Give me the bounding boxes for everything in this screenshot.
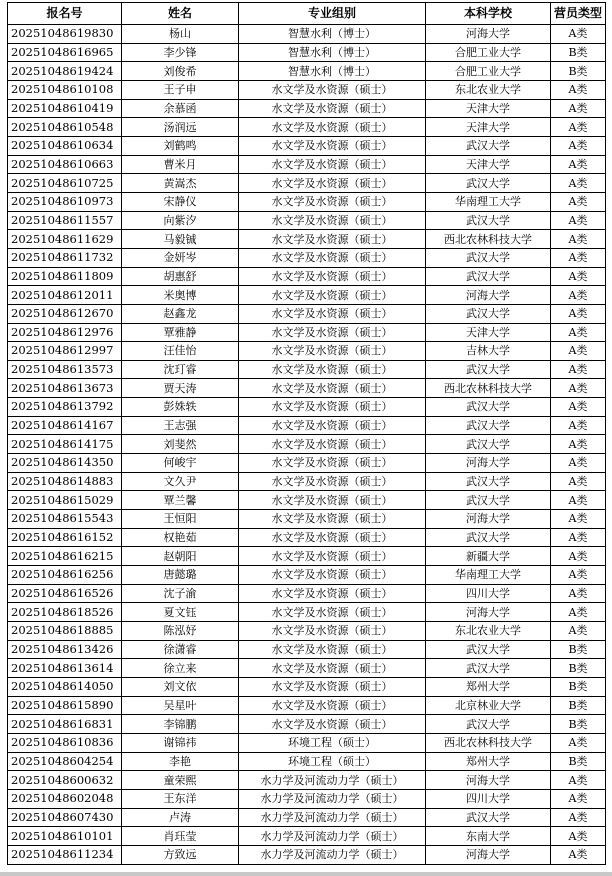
header-major: 专业组别 (239, 3, 426, 25)
cell-major: 水文学及水资源（硕士） (239, 696, 426, 715)
cell-major: 水文学及水资源（硕士） (239, 491, 426, 510)
table-row (8, 547, 606, 566)
table-row (8, 454, 606, 473)
cell-major: 水文学及水资源（硕士） (239, 267, 426, 286)
cell-name: 贾天涛 (122, 379, 239, 398)
cell-type: A类 (551, 248, 606, 267)
cell-id: 20251048614350 (8, 454, 122, 473)
cell-id: 20251048607430 (8, 808, 122, 827)
cell-type: B类 (551, 43, 606, 62)
cell-major: 水文学及水资源（硕士） (239, 640, 426, 659)
table-header (8, 3, 606, 25)
cell-id: 20251048613614 (8, 659, 122, 678)
table-row (8, 491, 606, 510)
cell-school: 天津大学 (426, 155, 551, 174)
cell-school: 武汉大学 (426, 416, 551, 435)
table-row (8, 192, 606, 211)
cell-major: 水文学及水资源（硕士） (239, 342, 426, 361)
cell-name: 马毅铖 (122, 230, 239, 249)
table-row (8, 845, 606, 864)
cell-name: 徐潇睿 (122, 640, 239, 659)
cell-id: 20251048618885 (8, 622, 122, 641)
cell-school: 河海大学 (426, 771, 551, 790)
cell-name: 肖珏莹 (122, 827, 239, 846)
cell-type: A类 (551, 192, 606, 211)
cell-id: 20251048616965 (8, 43, 122, 62)
cell-id: 20251048616152 (8, 528, 122, 547)
table-row (8, 174, 606, 193)
page-bottom-edge (0, 872, 612, 876)
table-row (8, 771, 606, 790)
cell-type: A类 (551, 528, 606, 547)
cell-major: 水文学及水资源（硕士） (239, 192, 426, 211)
cell-major: 水文学及水资源（硕士） (239, 454, 426, 473)
cell-school: 武汉大学 (426, 211, 551, 230)
table-row (8, 80, 606, 99)
cell-name: 童荣熙 (122, 771, 239, 790)
cell-major: 水力学及河流动力学（硕士） (239, 827, 426, 846)
cell-major: 水文学及水资源（硕士） (239, 659, 426, 678)
cell-major: 智慧水利（博士） (239, 43, 426, 62)
cell-id: 20251048613426 (8, 640, 122, 659)
cell-type: B类 (551, 659, 606, 678)
cell-id: 20251048616215 (8, 547, 122, 566)
cell-school: 武汉大学 (426, 808, 551, 827)
cell-school: 武汉大学 (426, 398, 551, 417)
cell-type: A类 (551, 435, 606, 454)
cell-type: A类 (551, 416, 606, 435)
cell-school: 东北农业大学 (426, 622, 551, 641)
header-row (8, 3, 606, 25)
cell-major: 水文学及水资源（硕士） (239, 510, 426, 529)
cell-major: 水文学及水资源（硕士） (239, 379, 426, 398)
table-row (8, 622, 606, 641)
cell-name: 曹米月 (122, 155, 239, 174)
cell-major: 水文学及水资源（硕士） (239, 715, 426, 734)
cell-id: 20251048610836 (8, 733, 122, 752)
cell-major: 环境工程（硕士） (239, 752, 426, 771)
cell-name: 赵鑫龙 (122, 304, 239, 323)
cell-type: A类 (551, 733, 606, 752)
cell-id: 20251048610973 (8, 192, 122, 211)
cell-name: 刘鹤鸣 (122, 136, 239, 155)
cell-name: 余慕函 (122, 99, 239, 118)
cell-name: 覃雅静 (122, 323, 239, 342)
cell-school: 天津大学 (426, 118, 551, 137)
table-row (8, 342, 606, 361)
cell-id: 20251048611629 (8, 230, 122, 249)
cell-id: 20251048619424 (8, 62, 122, 81)
cell-id: 20251048615543 (8, 510, 122, 529)
cell-school: 东南大学 (426, 827, 551, 846)
cell-major: 水文学及水资源（硕士） (239, 603, 426, 622)
cell-school: 郑州大学 (426, 677, 551, 696)
cell-major: 智慧水利（博士） (239, 25, 426, 44)
cell-name: 赵朝阳 (122, 547, 239, 566)
cell-school: 武汉大学 (426, 491, 551, 510)
table-row (8, 640, 606, 659)
cell-school: 西北农林科技大学 (426, 733, 551, 752)
table-row (8, 43, 606, 62)
cell-type: A类 (551, 211, 606, 230)
table-row (8, 472, 606, 491)
table-row (8, 230, 606, 249)
cell-type: B类 (551, 696, 606, 715)
cell-name: 胡惠舒 (122, 267, 239, 286)
cell-type: A类 (551, 342, 606, 361)
table-body (8, 25, 606, 865)
cell-school: 河海大学 (426, 286, 551, 305)
cell-name: 沈玎睿 (122, 360, 239, 379)
cell-school: 武汉大学 (426, 435, 551, 454)
table-row (8, 99, 606, 118)
table-row (8, 62, 606, 81)
table-row (8, 659, 606, 678)
cell-name: 宋静仪 (122, 192, 239, 211)
cell-id: 20251048612011 (8, 286, 122, 305)
cell-type: B类 (551, 640, 606, 659)
cell-type: A类 (551, 771, 606, 790)
cell-type: A类 (551, 267, 606, 286)
cell-type: A类 (551, 789, 606, 808)
table-row (8, 733, 606, 752)
cell-name: 金妍岑 (122, 248, 239, 267)
cell-name: 李艳 (122, 752, 239, 771)
cell-name: 徐立来 (122, 659, 239, 678)
cell-id: 20251048604254 (8, 752, 122, 771)
cell-id: 20251048615029 (8, 491, 122, 510)
cell-id: 20251048611234 (8, 845, 122, 864)
cell-major: 水文学及水资源（硕士） (239, 80, 426, 99)
cell-name: 向紫汐 (122, 211, 239, 230)
cell-type: A类 (551, 25, 606, 44)
cell-major: 水文学及水资源（硕士） (239, 435, 426, 454)
cell-id: 20251048610634 (8, 136, 122, 155)
cell-major: 水文学及水资源（硕士） (239, 677, 426, 696)
cell-type: A类 (551, 827, 606, 846)
table-row (8, 584, 606, 603)
cell-major: 智慧水利（博士） (239, 62, 426, 81)
cell-id: 20251048600632 (8, 771, 122, 790)
cell-id: 20251048614050 (8, 677, 122, 696)
cell-major: 水文学及水资源（硕士） (239, 622, 426, 641)
cell-school: 武汉大学 (426, 715, 551, 734)
cell-id: 20251048618526 (8, 603, 122, 622)
cell-major: 水力学及河流动力学（硕士） (239, 808, 426, 827)
cell-school: 西北农林科技大学 (426, 379, 551, 398)
cell-major: 水文学及水资源（硕士） (239, 323, 426, 342)
cell-major: 水文学及水资源（硕士） (239, 118, 426, 137)
cell-name: 覃兰馨 (122, 491, 239, 510)
header-school: 本科学校 (426, 3, 551, 25)
table-row (8, 827, 606, 846)
cell-name: 王东洋 (122, 789, 239, 808)
cell-type: B类 (551, 752, 606, 771)
table-row (8, 286, 606, 305)
cell-school: 天津大学 (426, 323, 551, 342)
cell-name: 彭姝轶 (122, 398, 239, 417)
cell-name: 权艳茹 (122, 528, 239, 547)
table-row (8, 304, 606, 323)
cell-name: 谢锦祎 (122, 733, 239, 752)
cell-id: 20251048602048 (8, 789, 122, 808)
cell-major: 水文学及水资源（硕士） (239, 99, 426, 118)
cell-type: A类 (551, 398, 606, 417)
cell-major: 水文学及水资源（硕士） (239, 211, 426, 230)
cell-school: 郑州大学 (426, 752, 551, 771)
table-row (8, 211, 606, 230)
cell-name: 黄嵩杰 (122, 174, 239, 193)
cell-name: 沈子渝 (122, 584, 239, 603)
cell-school: 河海大学 (426, 25, 551, 44)
cell-id: 20251048610101 (8, 827, 122, 846)
cell-major: 水文学及水资源（硕士） (239, 304, 426, 323)
cell-name: 刘文依 (122, 677, 239, 696)
cell-school: 华南理工大学 (426, 192, 551, 211)
cell-name: 王志强 (122, 416, 239, 435)
table-row (8, 696, 606, 715)
cell-name: 汤润远 (122, 118, 239, 137)
table-row (8, 267, 606, 286)
cell-school: 武汉大学 (426, 248, 551, 267)
cell-name: 王恒阳 (122, 510, 239, 529)
camp-list-table (7, 2, 606, 865)
cell-school: 河海大学 (426, 510, 551, 529)
cell-major: 水力学及河流动力学（硕士） (239, 789, 426, 808)
header-type: 营员类型 (551, 3, 606, 25)
cell-school: 合肥工业大学 (426, 43, 551, 62)
table-row (8, 528, 606, 547)
cell-type: A类 (551, 80, 606, 99)
cell-id: 20251048610548 (8, 118, 122, 137)
cell-school: 吉林大学 (426, 342, 551, 361)
header-id: 报名号 (8, 3, 122, 25)
cell-school: 武汉大学 (426, 528, 551, 547)
table-row (8, 25, 606, 44)
cell-major: 水文学及水资源（硕士） (239, 248, 426, 267)
cell-major: 水文学及水资源（硕士） (239, 472, 426, 491)
cell-type: A类 (551, 566, 606, 585)
cell-type: A类 (551, 230, 606, 249)
cell-major: 水文学及水资源（硕士） (239, 286, 426, 305)
cell-name: 卢涛 (122, 808, 239, 827)
cell-school: 武汉大学 (426, 360, 551, 379)
cell-school: 合肥工业大学 (426, 62, 551, 81)
cell-name: 吴星叶 (122, 696, 239, 715)
cell-school: 河海大学 (426, 454, 551, 473)
cell-type: A类 (551, 622, 606, 641)
cell-id: 20251048614167 (8, 416, 122, 435)
cell-major: 环境工程（硕士） (239, 733, 426, 752)
cell-school: 西北农林科技大学 (426, 230, 551, 249)
cell-type: B类 (551, 715, 606, 734)
table-row (8, 566, 606, 585)
cell-name: 刘俊希 (122, 62, 239, 81)
cell-major: 水力学及河流动力学（硕士） (239, 845, 426, 864)
cell-id: 20251048613792 (8, 398, 122, 417)
table-row (8, 323, 606, 342)
table-row (8, 155, 606, 174)
cell-school: 河海大学 (426, 603, 551, 622)
cell-type: A类 (551, 286, 606, 305)
cell-school: 武汉大学 (426, 136, 551, 155)
cell-type: A类 (551, 379, 606, 398)
cell-id: 20251048616526 (8, 584, 122, 603)
cell-school: 河海大学 (426, 845, 551, 864)
table-row (8, 510, 606, 529)
cell-type: A类 (551, 510, 606, 529)
cell-id: 20251048612670 (8, 304, 122, 323)
cell-name: 李锦鹏 (122, 715, 239, 734)
cell-type: A类 (551, 360, 606, 379)
cell-type: B类 (551, 677, 606, 696)
cell-id: 20251048613573 (8, 360, 122, 379)
table-row (8, 136, 606, 155)
cell-type: A类 (551, 136, 606, 155)
cell-id: 20251048610108 (8, 80, 122, 99)
cell-school: 武汉大学 (426, 304, 551, 323)
cell-id: 20251048614175 (8, 435, 122, 454)
cell-id: 20251048610663 (8, 155, 122, 174)
cell-school: 新疆大学 (426, 547, 551, 566)
cell-major: 水文学及水资源（硕士） (239, 528, 426, 547)
table-row (8, 808, 606, 827)
cell-name: 王子申 (122, 80, 239, 99)
cell-major: 水文学及水资源（硕士） (239, 174, 426, 193)
cell-school: 武汉大学 (426, 659, 551, 678)
table-row (8, 360, 606, 379)
table-row (8, 677, 606, 696)
cell-id: 20251048610725 (8, 174, 122, 193)
cell-type: A类 (551, 808, 606, 827)
cell-school: 东北农业大学 (426, 80, 551, 99)
cell-name: 文久尹 (122, 472, 239, 491)
cell-name: 陈泓妤 (122, 622, 239, 641)
header-name: 姓名 (122, 3, 239, 25)
cell-school: 武汉大学 (426, 267, 551, 286)
cell-type: A类 (551, 304, 606, 323)
cell-name: 何峻宇 (122, 454, 239, 473)
cell-type: A类 (551, 155, 606, 174)
table-row (8, 603, 606, 622)
cell-id: 20251048612997 (8, 342, 122, 361)
cell-type: A类 (551, 603, 606, 622)
cell-major: 水文学及水资源（硕士） (239, 360, 426, 379)
cell-type: A类 (551, 584, 606, 603)
cell-name: 夏文钰 (122, 603, 239, 622)
cell-school: 武汉大学 (426, 174, 551, 193)
cell-major: 水文学及水资源（硕士） (239, 566, 426, 585)
cell-type: A类 (551, 99, 606, 118)
cell-major: 水文学及水资源（硕士） (239, 230, 426, 249)
table-row (8, 715, 606, 734)
cell-major: 水文学及水资源（硕士） (239, 547, 426, 566)
cell-school: 四川大学 (426, 789, 551, 808)
cell-type: A类 (551, 174, 606, 193)
cell-major: 水文学及水资源（硕士） (239, 155, 426, 174)
cell-type: B类 (551, 62, 606, 81)
cell-id: 20251048614883 (8, 472, 122, 491)
table-row (8, 416, 606, 435)
cell-name: 杨山 (122, 25, 239, 44)
cell-type: A类 (551, 454, 606, 473)
table-row (8, 789, 606, 808)
table-row (8, 752, 606, 771)
cell-major: 水文学及水资源（硕士） (239, 398, 426, 417)
table-row (8, 435, 606, 454)
cell-name: 刘斐然 (122, 435, 239, 454)
cell-name: 汪佳怡 (122, 342, 239, 361)
cell-type: A类 (551, 472, 606, 491)
cell-school: 北京林业大学 (426, 696, 551, 715)
cell-id: 20251048611557 (8, 211, 122, 230)
table-row (8, 118, 606, 137)
cell-name: 米奥博 (122, 286, 239, 305)
cell-major: 水文学及水资源（硕士） (239, 136, 426, 155)
cell-id: 20251048611732 (8, 248, 122, 267)
cell-school: 四川大学 (426, 584, 551, 603)
cell-school: 武汉大学 (426, 640, 551, 659)
cell-major: 水文学及水资源（硕士） (239, 416, 426, 435)
cell-type: A类 (551, 491, 606, 510)
cell-id: 20251048611809 (8, 267, 122, 286)
cell-type: A类 (551, 323, 606, 342)
cell-id: 20251048612976 (8, 323, 122, 342)
cell-name: 李少锋 (122, 43, 239, 62)
table-row (8, 379, 606, 398)
cell-school: 天津大学 (426, 99, 551, 118)
cell-id: 20251048610419 (8, 99, 122, 118)
cell-school: 华南理工大学 (426, 566, 551, 585)
cell-id: 20251048616831 (8, 715, 122, 734)
cell-id: 20251048619830 (8, 25, 122, 44)
cell-school: 武汉大学 (426, 472, 551, 491)
cell-name: 唐懿璐 (122, 566, 239, 585)
cell-id: 20251048615890 (8, 696, 122, 715)
cell-major: 水力学及河流动力学（硕士） (239, 771, 426, 790)
cell-name: 方致远 (122, 845, 239, 864)
cell-type: A类 (551, 845, 606, 864)
table-row (8, 248, 606, 267)
cell-id: 20251048613673 (8, 379, 122, 398)
table-row (8, 398, 606, 417)
cell-major: 水文学及水资源（硕士） (239, 584, 426, 603)
cell-id: 20251048616256 (8, 566, 122, 585)
cell-type: A类 (551, 547, 606, 566)
cell-type: A类 (551, 118, 606, 137)
